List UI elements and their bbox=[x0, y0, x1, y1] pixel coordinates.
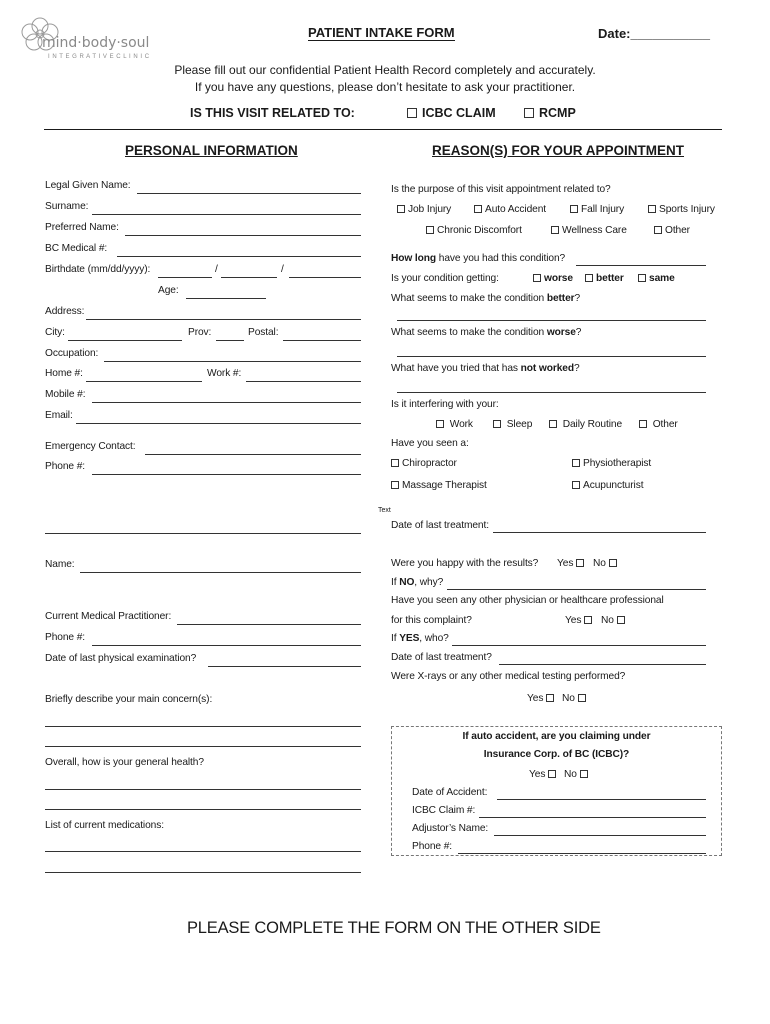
personal-info-heading: PERSONAL INFORMATION bbox=[125, 143, 298, 158]
blank-line-field[interactable] bbox=[45, 533, 361, 534]
birthdate-dd-field[interactable] bbox=[221, 277, 277, 278]
rcmp-checkbox[interactable] bbox=[524, 108, 534, 118]
icbc-phone-field[interactable] bbox=[458, 853, 706, 854]
reasons-heading: REASON(S) FOR YOUR APPOINTMENT bbox=[432, 143, 685, 158]
emergency-contact-field[interactable] bbox=[145, 454, 361, 455]
main-concern-label: Briefly describe your main concern(s): bbox=[45, 694, 213, 705]
how-long-field[interactable] bbox=[576, 265, 706, 266]
name-label: Name: bbox=[45, 559, 75, 570]
sports-injury-checkbox[interactable] bbox=[648, 205, 656, 213]
birthdate-slash-1: / bbox=[215, 264, 218, 275]
main-concern-field-2[interactable] bbox=[45, 746, 361, 747]
physiotherapist-checkbox[interactable] bbox=[572, 459, 580, 467]
xrays-yes[interactable]: Yes bbox=[527, 693, 557, 704]
wellness-care-checkbox[interactable] bbox=[551, 226, 559, 234]
happy-yes[interactable]: Yes bbox=[557, 558, 587, 569]
preferred-name-field[interactable] bbox=[125, 235, 361, 236]
icbc-claim-option[interactable]: ICBC CLAIM bbox=[407, 106, 496, 120]
chiropractor-checkbox[interactable] bbox=[391, 459, 399, 467]
clinic-logo bbox=[14, 12, 164, 62]
general-health-label: Overall, how is your general health? bbox=[45, 757, 204, 768]
happy-no-checkbox[interactable] bbox=[609, 559, 617, 567]
medications-field-2[interactable] bbox=[45, 872, 361, 873]
interfering-work[interactable]: Work bbox=[436, 419, 473, 430]
visit-related-label: IS THIS VISIT RELATED TO: bbox=[190, 106, 355, 120]
seen-other-yes-checkbox[interactable] bbox=[584, 616, 592, 624]
worse-question: What seems to make the condition worse? bbox=[391, 327, 582, 338]
if-yes-who-label: If YES, who? bbox=[391, 633, 449, 644]
icbc-no[interactable]: No bbox=[564, 769, 591, 780]
emergency-phone-label: Phone #: bbox=[45, 461, 85, 472]
legal-given-name-field[interactable] bbox=[137, 193, 361, 194]
better-answer-field[interactable] bbox=[397, 320, 706, 321]
logo-tagline: I N T E G R A T I V E C L I N I C bbox=[48, 54, 150, 60]
medications-field-1[interactable] bbox=[45, 851, 361, 852]
date-of-accident-label: Date of Accident: bbox=[412, 787, 488, 798]
seen-chiropractor[interactable]: Chiropractor bbox=[391, 458, 457, 469]
if-yes-who-field[interactable] bbox=[452, 645, 706, 646]
last-physical-label: Date of last physical examination? bbox=[45, 653, 197, 664]
auto-accident-checkbox[interactable] bbox=[474, 205, 482, 213]
occupation-label: Occupation: bbox=[45, 348, 99, 359]
icbc-claim-checkbox[interactable] bbox=[407, 108, 417, 118]
mobile-field[interactable] bbox=[92, 402, 361, 403]
xrays-label: Were X-rays or any other medical testing performed? bbox=[391, 671, 626, 682]
prov-label: Prov: bbox=[188, 327, 212, 338]
purpose-fall-injury[interactable]: Fall Injury bbox=[570, 204, 624, 215]
icbc-claim-no-field[interactable] bbox=[479, 817, 706, 818]
preferred-name-label: Preferred Name: bbox=[45, 222, 119, 233]
seen-other-yes[interactable]: Yes bbox=[565, 615, 595, 626]
seen-acupuncturist[interactable]: Acupuncturist bbox=[572, 480, 643, 491]
surname-field[interactable] bbox=[92, 214, 361, 215]
legal-given-name-label: Legal Given Name: bbox=[45, 180, 131, 191]
interfering-label: Is it interfering with your: bbox=[391, 399, 499, 410]
seen-other-no-checkbox[interactable] bbox=[617, 616, 625, 624]
same-checkbox[interactable] bbox=[638, 274, 646, 282]
tried-answer-field[interactable] bbox=[397, 392, 706, 393]
age-label: Age: bbox=[158, 285, 179, 296]
how-long-label: How long have you had this condition? bbox=[391, 253, 566, 264]
fall-injury-checkbox[interactable] bbox=[570, 205, 578, 213]
icbc-no-checkbox[interactable] bbox=[580, 770, 588, 778]
purpose-job-injury[interactable]: Job Injury bbox=[397, 204, 451, 215]
icbc-box-title-1: If auto accident, are you claiming under bbox=[462, 731, 651, 742]
seen-physiotherapist[interactable]: Physiotherapist bbox=[572, 458, 651, 469]
birthdate-slash-2: / bbox=[281, 264, 284, 275]
address-label: Address: bbox=[45, 306, 85, 317]
bc-medical-label: BC Medical #: bbox=[45, 243, 108, 254]
happy-yes-checkbox[interactable] bbox=[576, 559, 584, 567]
condition-better[interactable]: better bbox=[585, 273, 624, 284]
text-note: Text bbox=[378, 507, 391, 514]
instructions-line-1: Please fill out our confidential Patient Health Record completely and accurately. bbox=[174, 63, 596, 77]
current-practitioner-field[interactable] bbox=[177, 624, 361, 625]
seen-a-label: Have you seen a: bbox=[391, 438, 469, 449]
purpose-question: Is the purpose of this visit appointment related to? bbox=[391, 184, 611, 195]
interfering-other-checkbox[interactable] bbox=[639, 420, 647, 428]
seen-other-label: Have you seen any other physician or healthcare professional bbox=[391, 595, 664, 606]
main-concern-field-1[interactable] bbox=[45, 726, 361, 727]
emergency-contact-label: Emergency Contact: bbox=[45, 441, 136, 452]
date-last-treatment-2-field[interactable] bbox=[499, 664, 706, 665]
icbc-yes-checkbox[interactable] bbox=[548, 770, 556, 778]
purpose-other-checkbox[interactable] bbox=[654, 226, 662, 234]
purpose-wellness-care[interactable]: Wellness Care bbox=[551, 225, 627, 236]
acupuncturist-checkbox[interactable] bbox=[572, 481, 580, 489]
better-question: What seems to make the condition better? bbox=[391, 293, 581, 304]
interfering-sleep[interactable]: Sleep bbox=[493, 419, 532, 430]
medications-label: List of current medications: bbox=[45, 820, 164, 831]
daily-routine-checkbox[interactable] bbox=[549, 420, 557, 428]
rcmp-option[interactable]: RCMP bbox=[524, 106, 576, 120]
seen-other-label-2: for this complaint? bbox=[391, 615, 472, 626]
better-checkbox[interactable] bbox=[585, 274, 593, 282]
happy-no[interactable]: No bbox=[593, 558, 620, 569]
logo-name: mind·body·soul bbox=[42, 35, 150, 51]
interfering-daily-routine[interactable]: Daily Routine bbox=[549, 419, 622, 430]
bc-medical-field[interactable] bbox=[117, 256, 361, 257]
occupation-field[interactable] bbox=[104, 361, 361, 362]
date-field[interactable]: Date:___________ bbox=[598, 26, 711, 41]
chronic-discomfort-checkbox[interactable] bbox=[426, 226, 434, 234]
seen-massage-therapist[interactable]: Massage Therapist bbox=[391, 480, 487, 491]
purpose-other[interactable]: Other bbox=[654, 225, 690, 236]
icbc-phone-label: Phone #: bbox=[412, 841, 452, 852]
instructions-line-2: If you have any questions, please don’t hesitate to ask your practitioner. bbox=[194, 80, 576, 94]
condition-getting-label: Is your condition getting: bbox=[391, 273, 499, 284]
surname-label: Surname: bbox=[45, 201, 89, 212]
name-field[interactable] bbox=[80, 572, 361, 573]
footer-note: PLEASE COMPLETE THE FORM ON THE OTHER SIDE bbox=[187, 919, 601, 937]
condition-worse[interactable]: worse bbox=[533, 273, 573, 284]
city-label: City: bbox=[45, 327, 65, 338]
email-label: Email: bbox=[45, 410, 73, 421]
purpose-sports-injury[interactable]: Sports Injury bbox=[648, 204, 715, 215]
current-practitioner-label: Current Medical Practitioner: bbox=[45, 611, 172, 622]
purpose-chronic-discomfort[interactable]: Chronic Discomfort bbox=[426, 225, 522, 236]
happy-results-label: Were you happy with the results? bbox=[391, 558, 539, 569]
date-last-treatment-field[interactable] bbox=[493, 532, 706, 533]
worse-checkbox[interactable] bbox=[533, 274, 541, 282]
adjustor-name-field[interactable] bbox=[494, 835, 706, 836]
header-divider bbox=[44, 129, 722, 130]
prov-field[interactable] bbox=[216, 340, 244, 341]
home-phone-field[interactable] bbox=[86, 381, 202, 382]
work-phone-label: Work #: bbox=[207, 368, 242, 379]
address-field[interactable] bbox=[86, 319, 361, 320]
date-last-treatment-label: Date of last treatment: bbox=[391, 520, 489, 531]
emergency-phone-field[interactable] bbox=[92, 474, 361, 475]
age-field[interactable] bbox=[186, 298, 266, 299]
practitioner-phone-label: Phone #: bbox=[45, 632, 85, 643]
birthdate-label: Birthdate (mm/dd/yyyy): bbox=[45, 264, 151, 275]
condition-same[interactable]: same bbox=[638, 273, 675, 284]
date-last-treatment-2-label: Date of last treatment? bbox=[391, 652, 492, 663]
practitioner-phone-field[interactable] bbox=[92, 645, 361, 646]
icbc-yes[interactable]: Yes bbox=[529, 769, 559, 780]
adjustor-name-label: Adjustor’s Name: bbox=[412, 823, 489, 834]
home-phone-label: Home #: bbox=[45, 368, 83, 379]
job-injury-checkbox[interactable] bbox=[397, 205, 405, 213]
sleep-checkbox[interactable] bbox=[493, 420, 501, 428]
xrays-no[interactable]: No bbox=[562, 693, 589, 704]
icbc-claim-no-label: ICBC Claim #: bbox=[412, 805, 476, 816]
general-health-field-2[interactable] bbox=[45, 809, 361, 810]
if-no-why-label: If NO, why? bbox=[391, 577, 444, 588]
purpose-auto-accident[interactable]: Auto Accident bbox=[474, 204, 546, 215]
work-checkbox[interactable] bbox=[436, 420, 444, 428]
city-field[interactable] bbox=[68, 340, 182, 341]
form-title: PATIENT INTAKE FORM bbox=[308, 25, 455, 40]
postal-field[interactable] bbox=[283, 340, 361, 341]
last-physical-field[interactable] bbox=[208, 666, 361, 667]
birthdate-mm-field[interactable] bbox=[158, 277, 212, 278]
interfering-other[interactable]: Other bbox=[639, 419, 678, 430]
birthdate-yyyy-field[interactable] bbox=[289, 277, 361, 278]
seen-other-no[interactable]: No bbox=[601, 615, 628, 626]
worse-answer-field[interactable] bbox=[397, 356, 706, 357]
icbc-box-title-2: Insurance Corp. of BC (ICBC)? bbox=[483, 749, 630, 760]
xrays-yes-checkbox[interactable] bbox=[546, 694, 554, 702]
xrays-no-checkbox[interactable] bbox=[578, 694, 586, 702]
if-no-why-field[interactable] bbox=[447, 589, 706, 590]
date-of-accident-field[interactable] bbox=[497, 799, 706, 800]
postal-label: Postal: bbox=[248, 327, 279, 338]
massage-therapist-checkbox[interactable] bbox=[391, 481, 399, 489]
work-phone-field[interactable] bbox=[246, 381, 361, 382]
mobile-label: Mobile #: bbox=[45, 389, 86, 400]
general-health-field-1[interactable] bbox=[45, 789, 361, 790]
tried-question: What have you tried that has not worked? bbox=[391, 363, 580, 374]
email-field[interactable] bbox=[76, 423, 361, 424]
